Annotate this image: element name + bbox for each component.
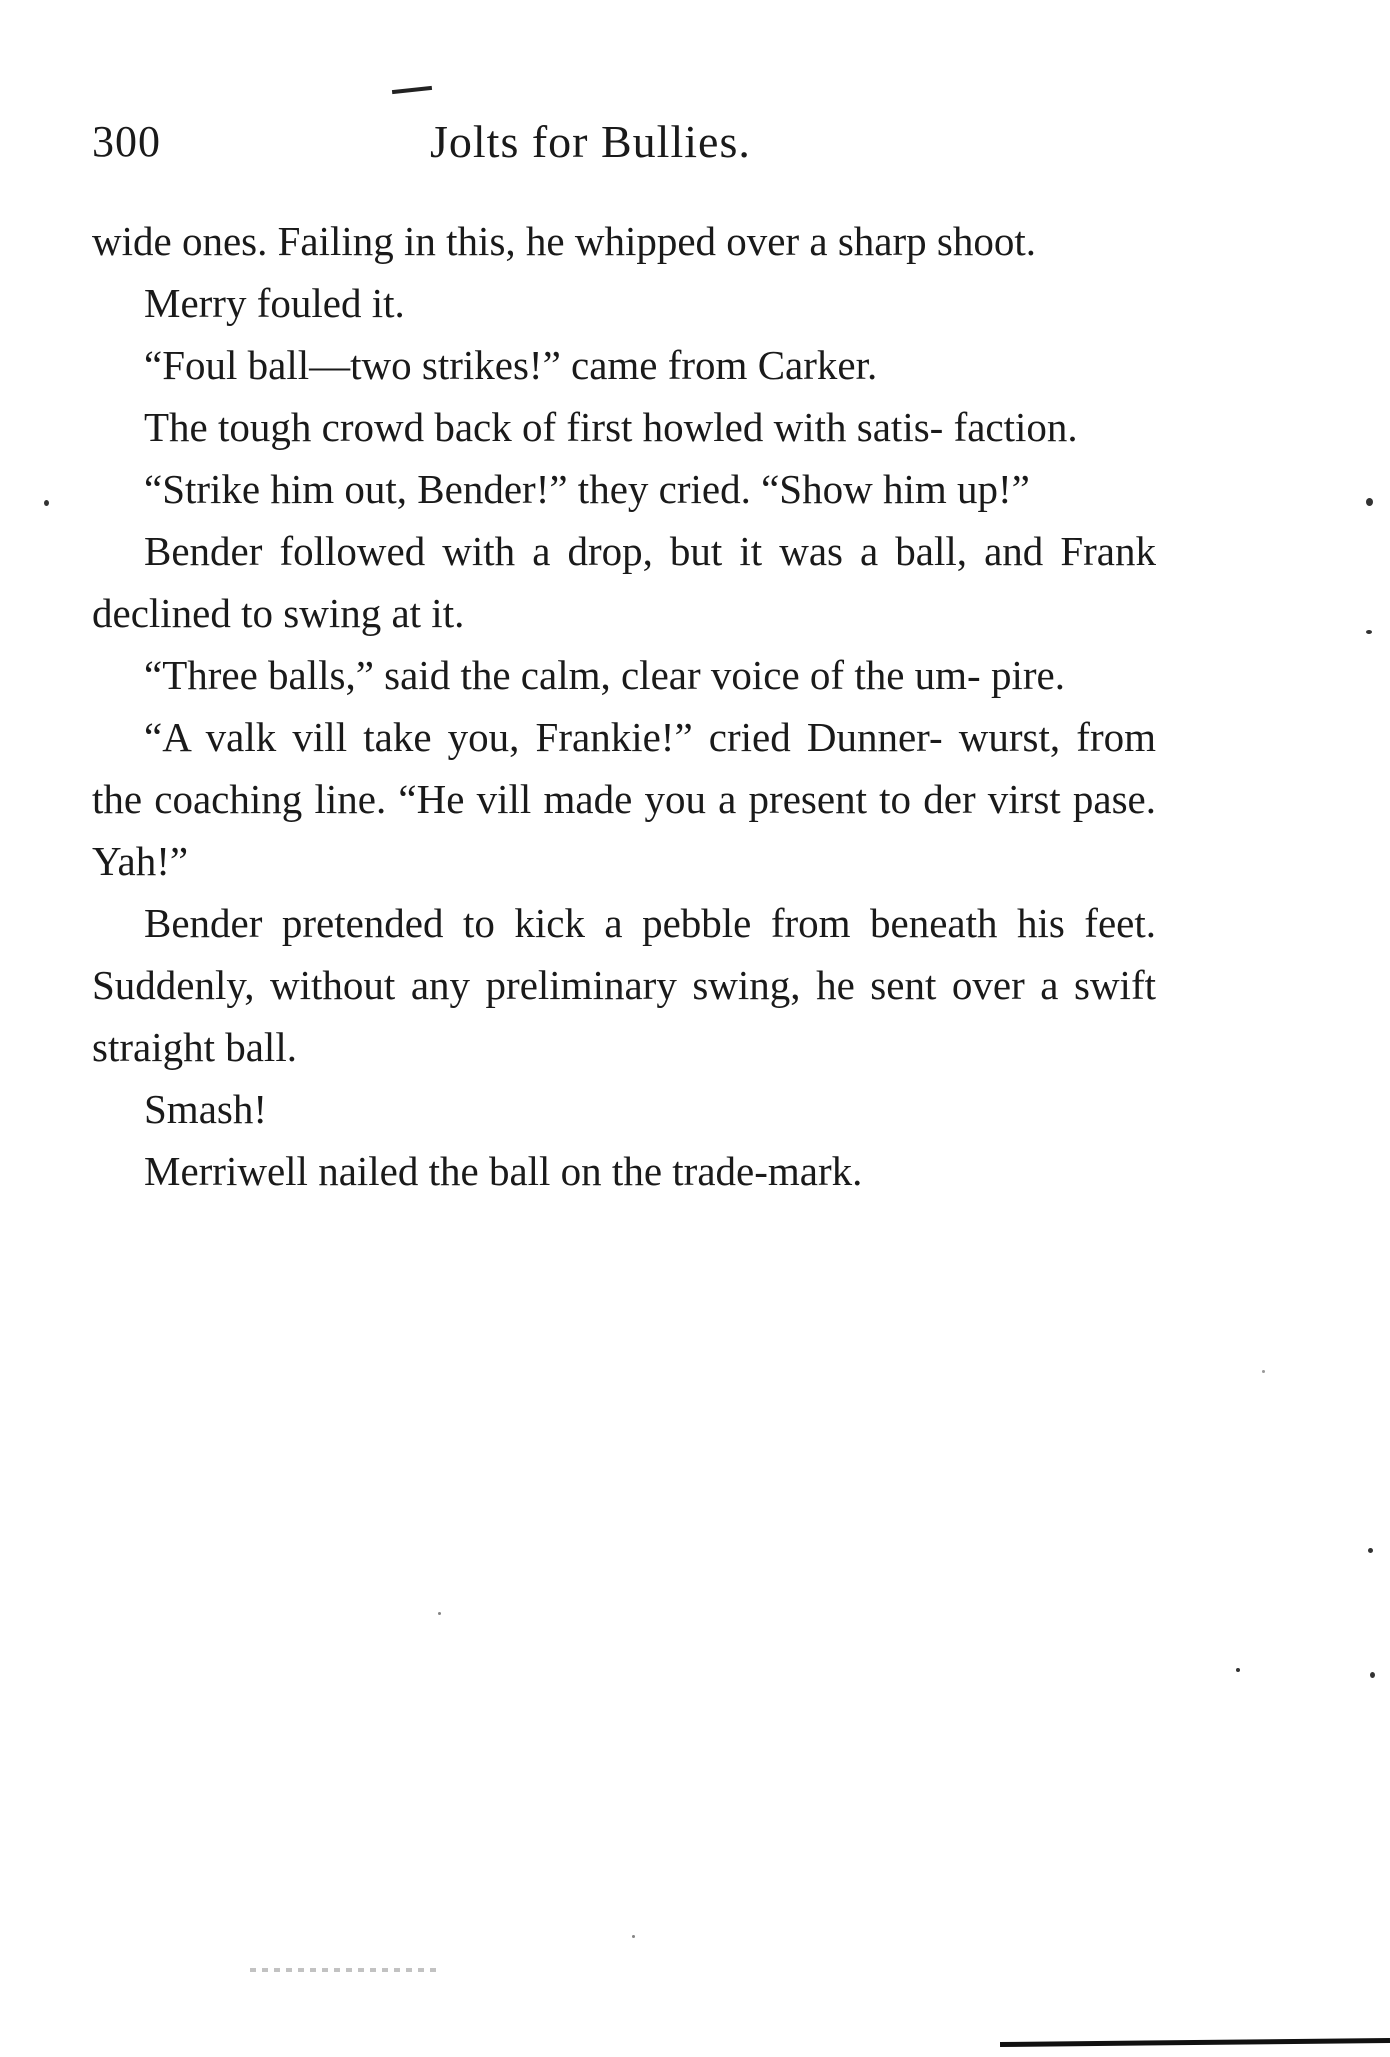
- paragraph: Merriwell nailed the ball on the trade-mark.: [144, 1148, 863, 1194]
- ink-speck: [438, 1612, 441, 1615]
- paragraph: “Foul ball—two strikes!” came from Carker.: [144, 342, 878, 388]
- page-header: [92, 112, 1162, 182]
- ink-speck: [1366, 630, 1372, 634]
- paragraph: The tough crowd back of first howled with satis- faction.: [144, 404, 1078, 450]
- running-title: Jolts for Bullies.: [430, 116, 751, 167]
- ink-speck: [44, 500, 49, 506]
- ink-speck: [1366, 498, 1373, 506]
- paragraph: Bender followed with a drop, but it was a ball, and Frank declined to swing at it.: [92, 528, 1156, 636]
- ink-speck: [1368, 1548, 1373, 1553]
- paragraph: wide ones. Failing in this, he whipped over a sharp shoot.: [92, 218, 1037, 264]
- ink-speck: [1236, 1668, 1240, 1672]
- ink-speck: [1370, 1672, 1375, 1678]
- paragraph: “Strike him out, Bender!” they cried. “Show him up!”: [144, 466, 1030, 512]
- paragraph: Smash!: [144, 1086, 267, 1132]
- page-edge-shadow: [1000, 2038, 1390, 2047]
- paragraph: “Three balls,” said the calm, clear voice of the um- pire.: [144, 652, 1065, 698]
- faint-smudge: [250, 1968, 440, 1972]
- ink-speck: [632, 1935, 635, 1938]
- paragraph: Merry fouled it.: [144, 280, 405, 326]
- ink-speck: [1262, 1370, 1265, 1373]
- ink-mark: [392, 86, 432, 94]
- page-number: 300: [92, 117, 161, 166]
- body-text: [92, 210, 1156, 1202]
- paragraph: Bender pretended to kick a pebble from beneath his feet. Suddenly, without any preliminary swing, he sent over a swift straight ball.: [92, 900, 1156, 1070]
- paragraph: “A valk vill take you, Frankie!” cried Dunner- wurst, from the coaching line. “He vill made you a present to der virst pase. Yah!”: [92, 714, 1156, 884]
